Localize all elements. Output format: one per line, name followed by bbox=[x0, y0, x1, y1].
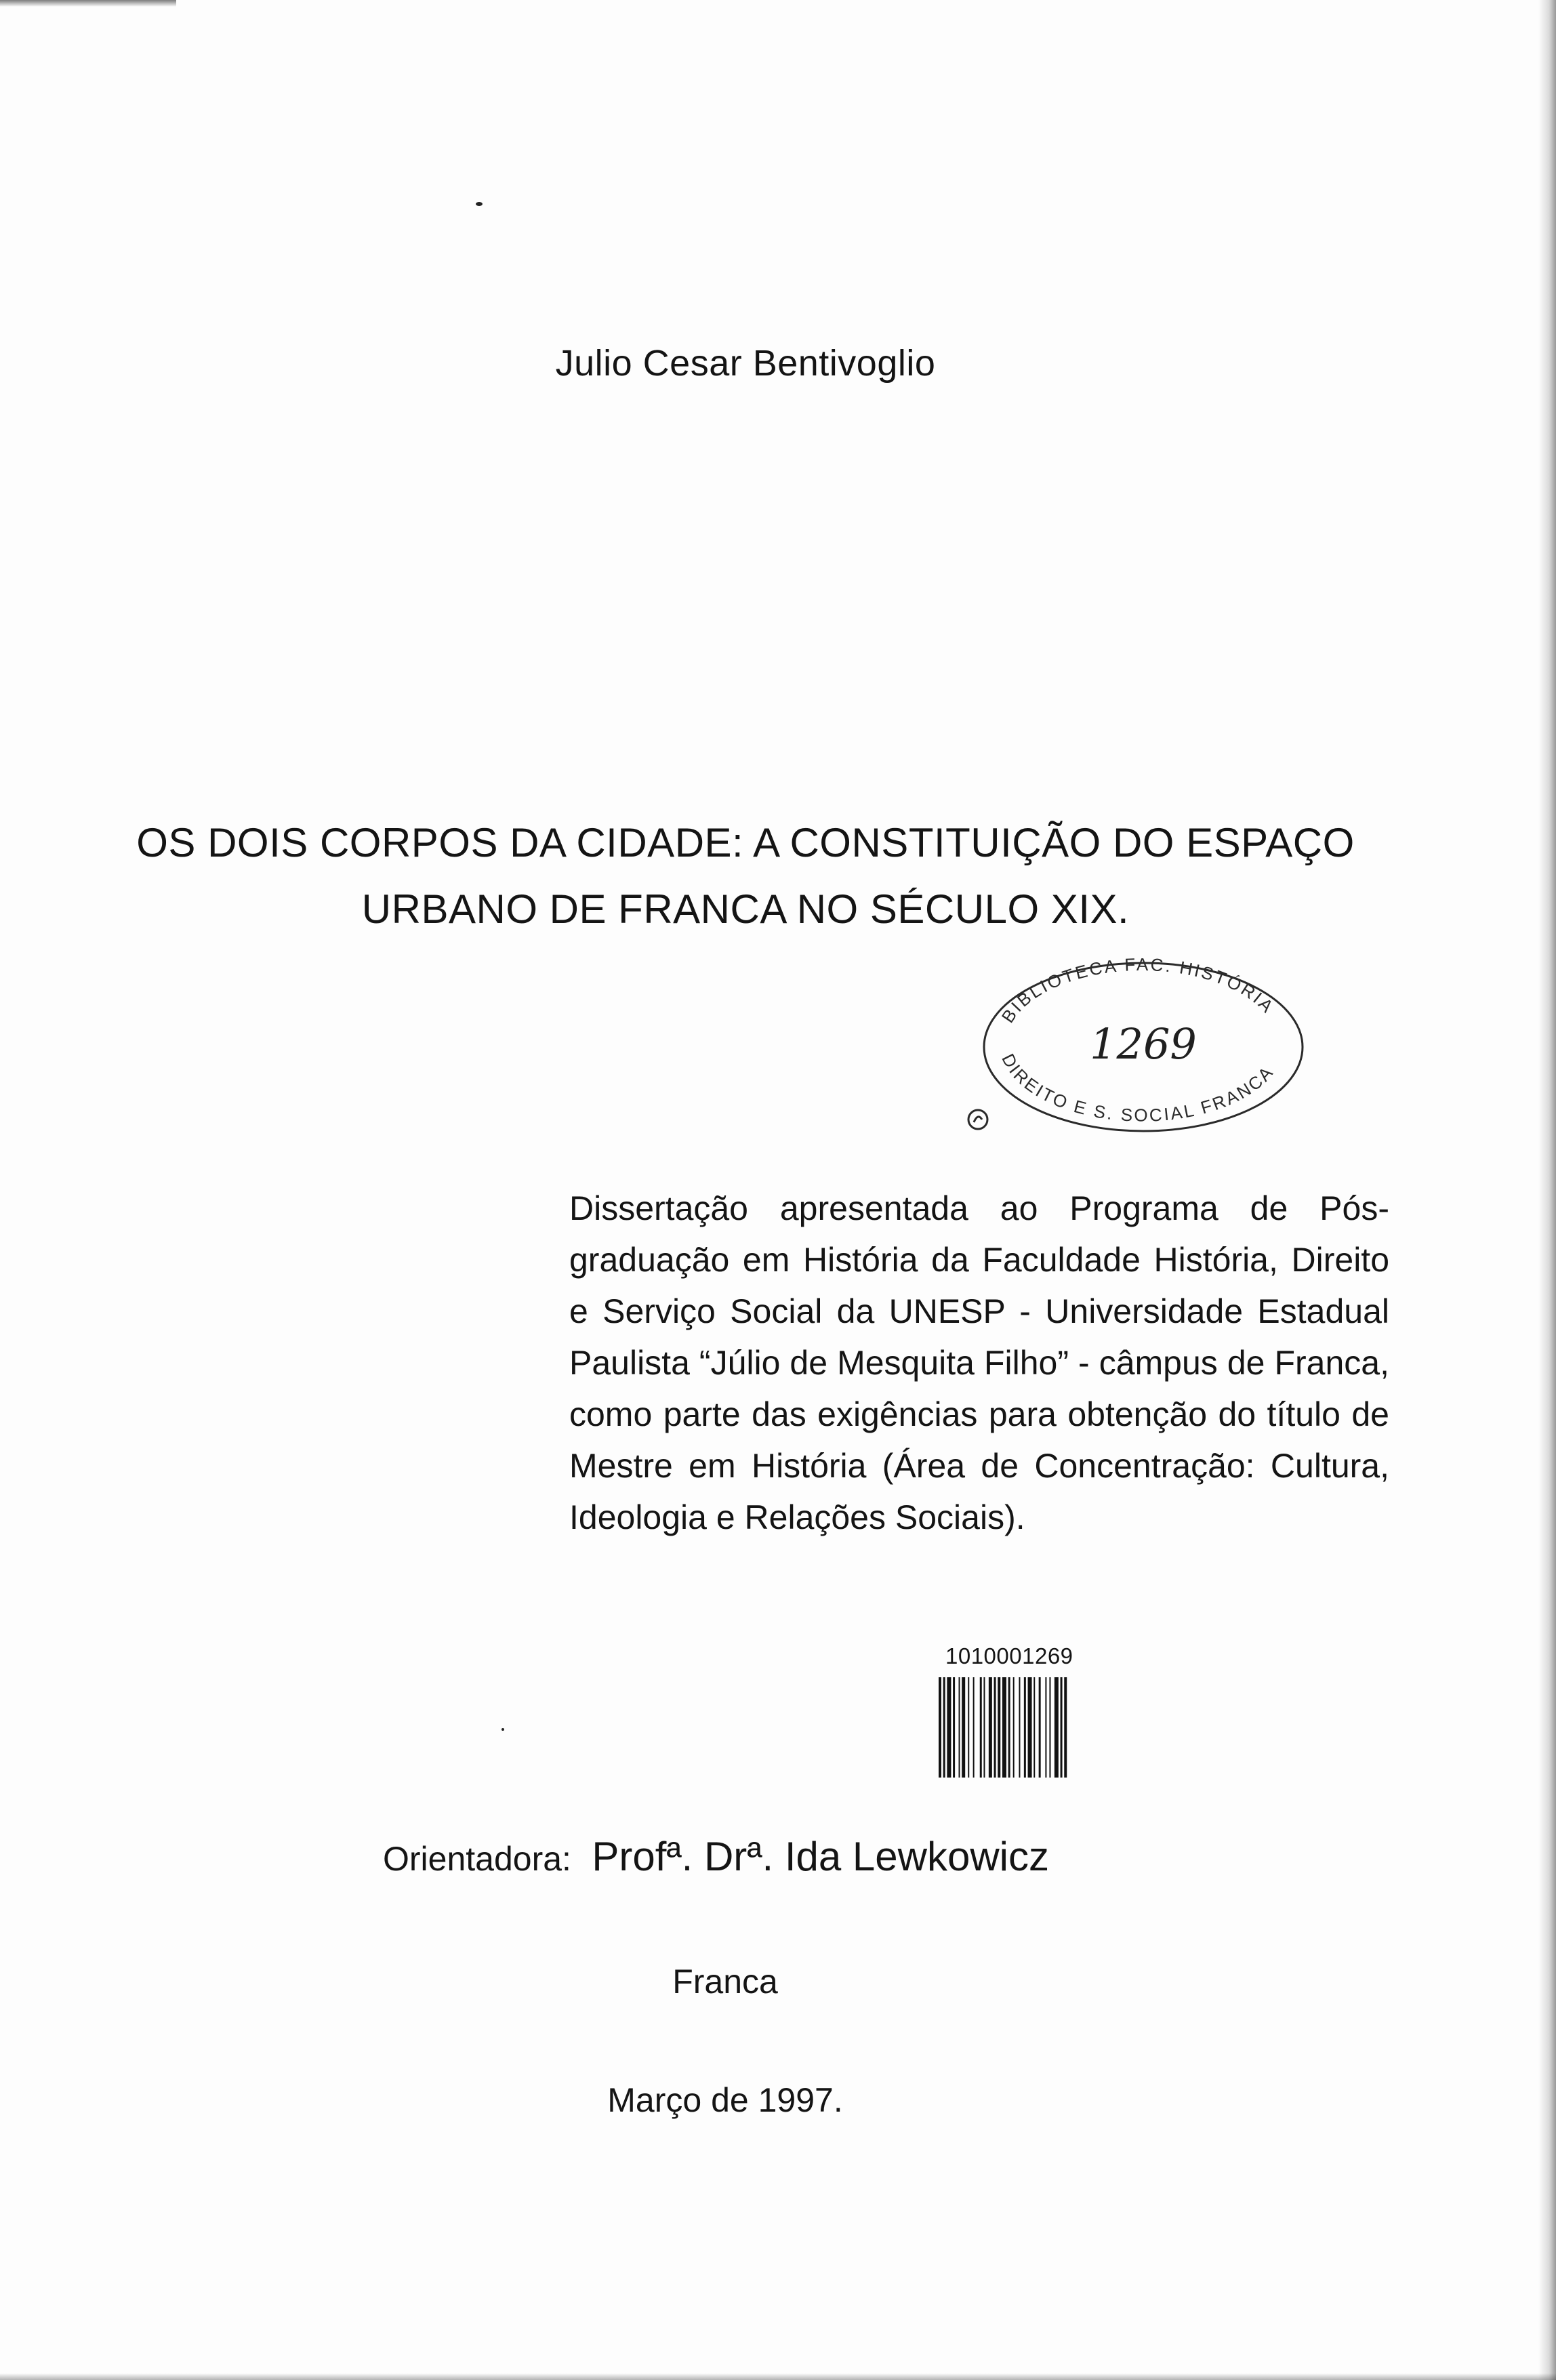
scan-edge-bottom bbox=[0, 2373, 1556, 2380]
advisor-name: Profª. Drª. Ida Lewkowicz bbox=[592, 1834, 1050, 1879]
barcode-number: 1010001269 bbox=[945, 1643, 1073, 1668]
author-name: Julio Cesar Bentivoglio bbox=[555, 343, 936, 384]
thesis-title-line: URBANO DE FRANCA NO SÉCULO XIX. bbox=[361, 886, 1130, 932]
advisor bbox=[383, 1833, 1049, 1880]
scan-edge-right bbox=[1538, 0, 1556, 2380]
thesis-title bbox=[102, 810, 1389, 943]
dissertation-description: Dissertação apresentada ao Programa de Pós-graduação em História da Faculdade História, Direito e Serviço Social da UNESP - Universidade Estadual Paulista “Júlio de Mesquita Filho” - câmpus de Franca, como parte das exigências para obtenção do título de Mestre em História (Área de Concentração: Cultura, Ideologia e Relações Sociais). bbox=[569, 1189, 1389, 1536]
barcode-icon bbox=[939, 1677, 1230, 1778]
barcode-label bbox=[939, 1643, 1230, 1781]
scan-edge-top bbox=[0, 0, 176, 7]
city: Franca bbox=[672, 1963, 778, 2001]
scan-speck bbox=[501, 1728, 504, 1731]
date: Março de 1997. bbox=[607, 2081, 843, 2119]
library-stamp bbox=[959, 942, 1325, 1138]
scan-speck bbox=[476, 202, 483, 206]
thesis-title-line: OS DOIS CORPOS DA CIDADE: A CONSTITUIÇÃO DO ESPAÇO bbox=[136, 820, 1355, 865]
advisor-label: Orientadora: bbox=[383, 1840, 571, 1878]
svg-text:DIREITO E S. SOCIAL FRANCA: DIREITO E S. SOCIAL FRANCA bbox=[998, 1050, 1278, 1126]
stamp-handwritten-number: 1269 bbox=[1090, 1019, 1197, 1069]
svg-text:BIBLIOTECA FAC. HISTÓRIA: BIBLIOTECA FAC. HISTÓRIA bbox=[997, 953, 1279, 1027]
